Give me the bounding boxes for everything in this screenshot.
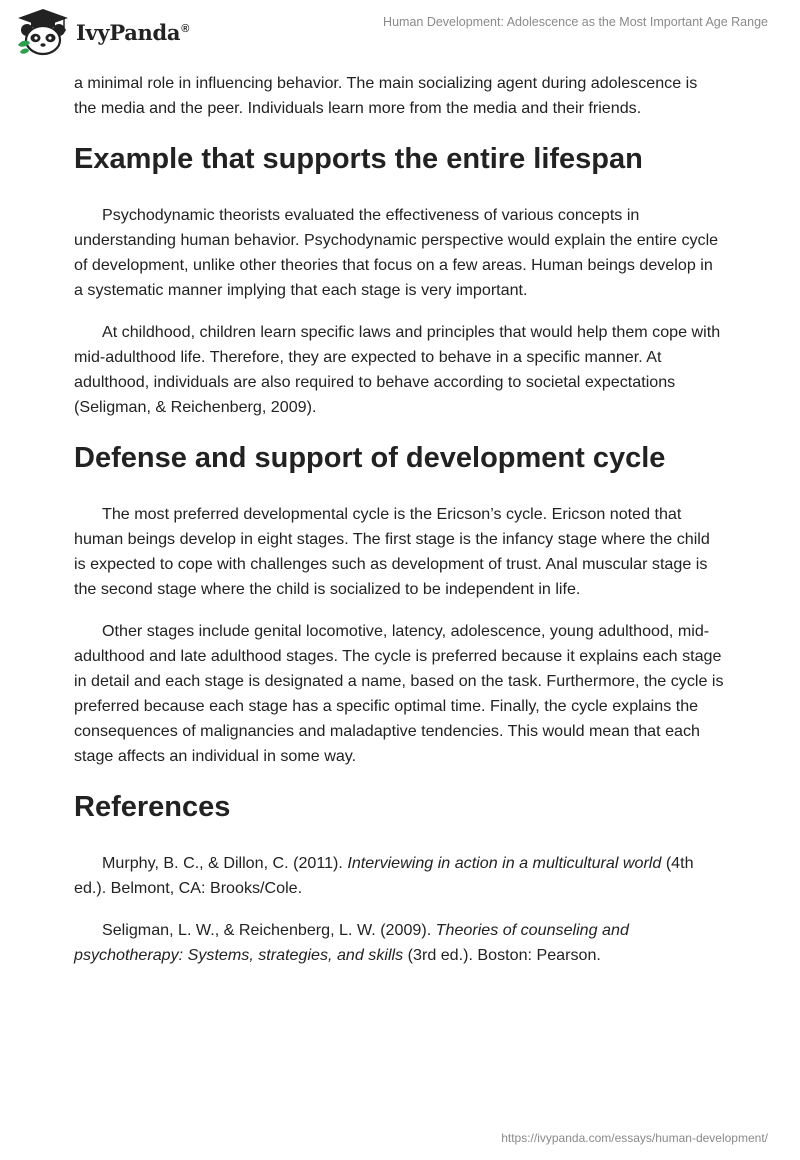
reference-1-publisher: (4th ed.). Belmont, CA: Brooks/Cole. (74, 854, 694, 897)
intro-paragraph: a minimal role in influencing behavior. The main socializing agent during adolescence is the media and the peer. Individuals learn more from the media and their friends. (74, 74, 698, 117)
reference-1-authors: Murphy, B. C., & Dillon, C. (2011). (102, 854, 348, 872)
document-title: Human Development: Adolescence as the Most Important Age Range (383, 15, 768, 29)
cycle-paragraph-2: Other stages include genital locomotive, latency, adolescence, young adulthood, mid-adulthood and late adulthood stages. The cycle is preferred because it explains each stage in detail and each stage is designated a name, based on the task. Furthermore, the cycle is preferred because each stage has a specific optimal time. Finally, the cycle explains the consequences of malignancies and maladaptive tendencies. This would mean that each stage affects an individual in some way. (74, 622, 724, 765)
reference-2-publisher: (3rd ed.). Boston: Pearson. (403, 946, 601, 964)
ivypanda-logo[interactable] (14, 7, 194, 57)
section-heading-references: References (74, 791, 231, 823)
footer-source-url[interactable]: https://ivypanda.com/essays/human-development/ (501, 1131, 768, 1145)
page-header (0, 0, 800, 70)
lifespan-paragraph-1: Psychodynamic theorists evaluated the effectiveness of various concepts in understanding human behavior. Psychodynamic perspective would explain the entire cycle of development, unlike other theories that focus on a few areas. Human beings develop in a systematic manner implying that each stage is very important. (74, 206, 719, 299)
reference-1-title: Interviewing in action in a multicultural world (347, 854, 662, 872)
logo-wordmark: IvyPanda® (76, 19, 190, 45)
reference-2-title: Theories of counseling and psychotherapy: Systems, strategies, and skills (74, 921, 629, 964)
essay-content (74, 71, 724, 985)
reference-item-1 (74, 851, 724, 901)
section-heading-lifespan: Example that supports the entire lifespan (74, 143, 643, 175)
reference-2-authors: Seligman, L. W., & Reichenberg, L. W. (2009). (102, 921, 436, 939)
reference-item-2 (74, 918, 724, 968)
section-heading-development-cycle: Defense and support of development cycle (74, 442, 666, 474)
panda-graduate-icon (14, 7, 72, 57)
lifespan-paragraph-2: At childhood, children learn specific laws and principles that would help them cope with mid-adulthood life. Therefore, they are expected to behave in a specific manner. At adulthood, individuals are also required to behave according to societal expectations (Seligman, & Reichenberg, 2009). (74, 323, 721, 416)
cycle-paragraph-1: The most preferred developmental cycle is the Ericson’s cycle. Ericson noted that human beings develop in eight stages. The first stage is the infancy stage where the child is expected to cope with challenges such as development of trust. Anal muscular stage is the second stage where the child is socialized to be independent in life. (74, 505, 710, 598)
